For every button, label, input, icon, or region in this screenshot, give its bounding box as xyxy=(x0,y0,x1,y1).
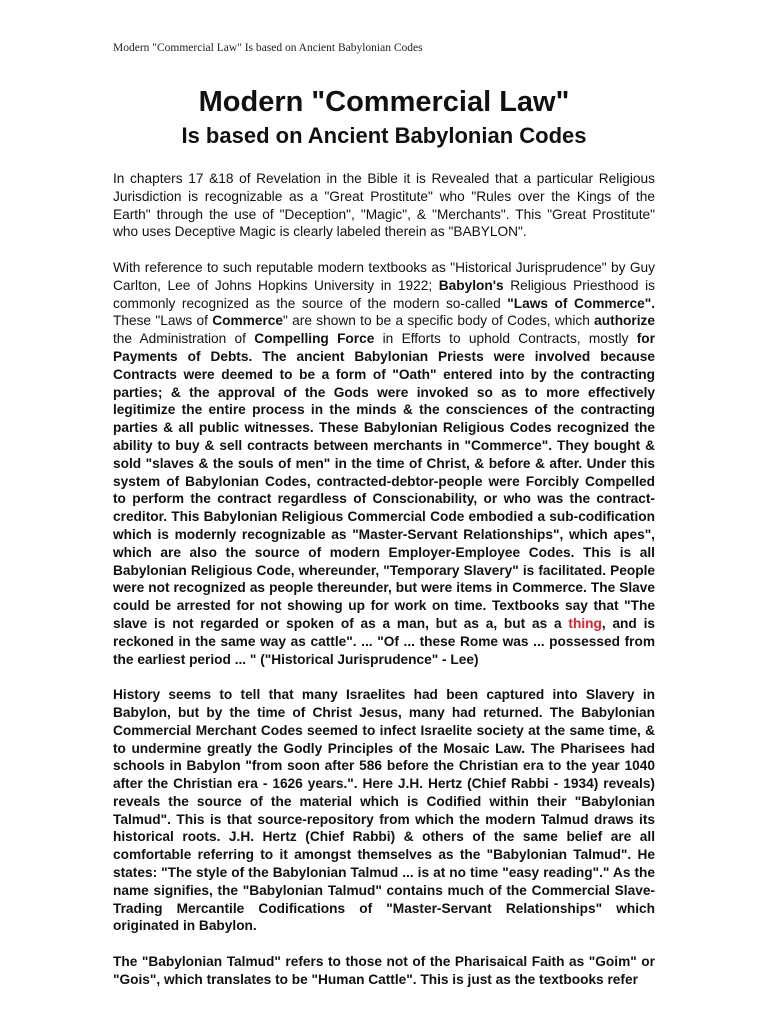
p2-text-5: the Administration of xyxy=(113,331,255,347)
p2-bold-babylons: Babylon's xyxy=(438,277,504,293)
p2-text-3: These "Laws of xyxy=(113,313,213,329)
paragraph-2 xyxy=(113,259,655,668)
p2-bold-authorize: authorize xyxy=(594,313,655,329)
paragraph-3: History seems to tell that many Israelites had been captured into Slavery in Babylon, but by the time of Christ Jesus, many had returned. The Babylonian Commercial Merchant Codes seemed to infect Israelite society at the same time, & to undermine greatly the Godly Principles of the Mosaic Law. The Pharisees had schools in Babylon "from soon after 586 before the Christian era to the year 1040 after the Christian era - 1626 years.". Here J.H. Hertz (Chief Rabbi - 1934) reveals) reveals the source of the material which is Codified within their "Babylonian Talmud". This is that source-repository from which the modern Talmud draws its historical roots. J.H. Hertz (Chief Rabbi) & others of the same belief are all comfortable referring to it amongst themselves as the "Babylonian Talmud". He states: "The style of the Babylonian Talmud ... is at no time "easy reading"." As the name signifies, the "Babylonian Talmud" contains much of the Commercial Slave-Trading Mercantile Codifications of "Master-Servant Relationships" which originated in Babylon. xyxy=(113,687,655,934)
paragraph-1: In chapters 17 &18 of Revelation in the Bible it is Revealed that a particular Religious Jurisdiction is recognizable as a "Great Prostitute" who "Rules over the Kings of the Earth" through the use of "Deception", "Magic", & "Merchants". This "Great Prostitute" who uses Deceptive Magic is clearly labeled therein as "BABYLON". xyxy=(113,171,655,240)
p2-text-6: in Efforts to uphold Contracts, mostly xyxy=(374,331,637,347)
p2-highlight-thing: thing xyxy=(568,615,602,631)
document-body xyxy=(113,170,655,1006)
p2-text-1: With reference to such reputable modern textbooks as "Historical Jurisprudence" by Guy Carlton, Lee of Johns Hopkins University in 1922; xyxy=(113,259,655,293)
p2-bold-main: for Payments of Debts. The ancient Babylonian Priests were involved because Contracts were deemed to be a form of "Oath" entered into by the contracting parties; & the approval of the Gods were invoked so as to more effectively legitimize the entire process in the minds & the consciences of the contracting parties & all public witnesses. These Babylonian Religious Codes recognized the ability to buy & sell contracts between merchants in "Commerce". They bought & sold "slaves & the souls of men" in the time of Christ, & before & after. Under this system of Babylonian Codes, contracted-debtor-people were Forcibly Compelled to perform the contract regardless of Conscionability, or who was the contract-creditor. This Babylonian Religious Commercial Code embodied a sub-codification which is modernly recognizable as "Master-Servant Relationships", which apes", which are also the source of modern Employer-Employee Codes. This is all Babylonian Religious Code, whereunder, "Temporary Slavery" is facilitated. People were not recognized as people thereunder, but were items in Commerce. The Slave could be arrested for not showing up for work on time. Textbooks say that "The slave is not regarded or spoken of as a man, but as a, but as a xyxy=(113,331,655,631)
p2-bold-ending: , and is reckoned in the same way as cattle". ... "Of ... these Rome was ... possessed from the earliest period ... " ("Historical Jurisprudence" - Lee) xyxy=(113,615,655,667)
document-subtitle: Is based on Ancient Babylonian Codes xyxy=(181,123,587,148)
p2-bold-laws-of-commerce: "Laws of Commerce". xyxy=(507,295,656,311)
p2-bold-commerce: Commerce xyxy=(212,313,283,329)
p2-bold-compelling-force: Compelling Force xyxy=(254,331,375,347)
document-title: Modern "Commercial Law" xyxy=(198,86,570,118)
running-header: Modern "Commercial Law" Is based on Ancient Babylonian Codes xyxy=(113,42,423,54)
p2-text-2: Religious Priesthood is commonly recognized as the source of the modern so-called xyxy=(113,277,655,311)
paragraph-4: The "Babylonian Talmud" refers to those not of the Pharisaical Faith as "Goim" or "Gois", which translates to be "Human Cattle". This is just as the textbooks refer xyxy=(113,954,655,987)
p2-text-4: " are shown to be a specific body of Codes, which xyxy=(283,313,595,329)
